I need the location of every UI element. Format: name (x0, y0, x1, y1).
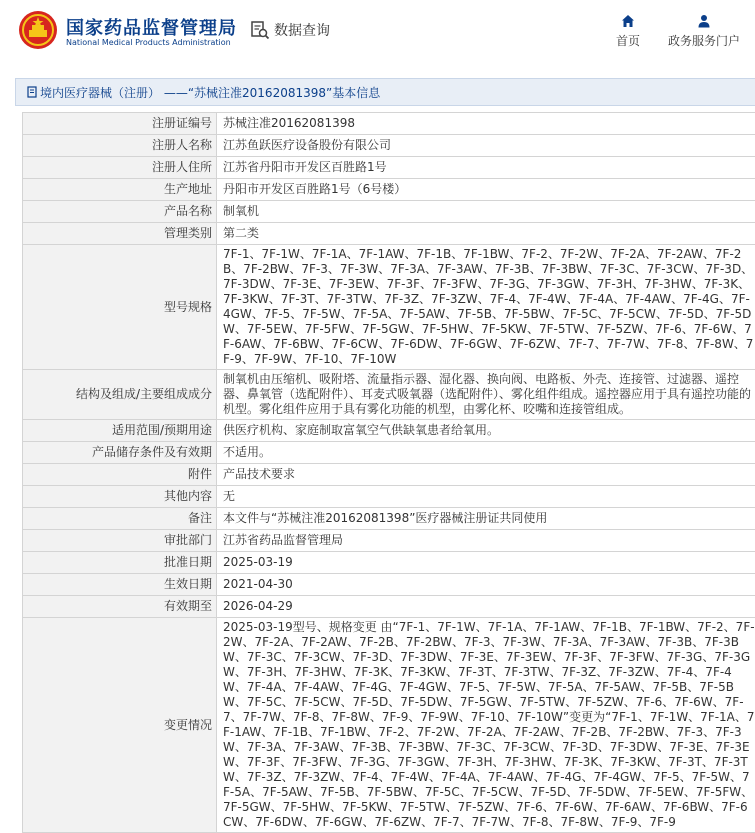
field-label: 审批部门 (23, 530, 217, 552)
breadcrumb-text: 境内医疗器械（注册） ——“苏械注准20162081398”基本信息 (40, 84, 380, 101)
registration-detail-table (22, 112, 755, 833)
field-label: 管理类别 (23, 223, 217, 245)
field-value: 7F-1、7F-1W、7F-1A、7F-1AW、7F-1B、7F-1BW、7F-2、7F-2W、7F-2A、7F-2AW、7F-2B、7F-2BW、7F-3、7F-3W、7F-3A、7F-3AW、7F-3B、7F-3BW、7F-3C、7F-3CW、7F-3D、7F-3DW、7F-3E、7F-3EW、7F-3F、7F-3FW、7F-3G、7F-3GW、7F-3H、7F-3HW、7F-3K、7F-3KW、7F-3T、7F-3TW、7F-3Z、7F-3ZW、7F-4、7F-4W、7F-4A、7F-4AW、7F-4G、7F-4GW、7F-5、7F-5W、7F-5A、7F-5AW、7F-5B、7F-5BW、7F-5C、7F-5CW、7F-5D、7F-5DW、7F-5EW、7F-5FW、7F-5GW、7F-5HW、7F-5KW、7F-5TW、7F-5ZW、7F-6、7F-6W、7F-6AW、7F-6BW、7F-6CW、7F-6DW、7F-6GW、7F-6ZW、7F-7、7F-7W、7F-8、7F-8W、7F-9、7F-9W、7F-10、7F-10W (217, 245, 755, 370)
field-value: 制氧机 (217, 201, 755, 223)
nav-home[interactable] (606, 14, 650, 49)
field-value: 江苏省丹阳市开发区百胜路1号 (217, 157, 755, 179)
site-name-english[interactable]: National Medical Products Administration (66, 38, 231, 47)
field-value: 2025-03-19型号、规格变更 由“7F-1、7F-1W、7F-1A、7F-1AW、7F-1B、7F-1BW、7F-2、7F-2W、7F-2A、7F-2AW、7F-2B、7F-2BW、7F-3、7F-3W、7F-3A、7F-3AW、7F-3B、7F-3BW、7F-3C、7F-3CW、7F-3D、7F-3DW、7F-3E、7F-3EW、7F-3F、7F-3FW、7F-3G、7F-3GW、7F-3H、7F-3HW、7F-3K、7F-3KW、7F-3T、7F-3TW、7F-3Z、7F-3ZW、7F-4、7F-4W、7F-4A、7F-4AW、7F-4G、7F-4GW、7F-5、7F-5W、7F-5A、7F-5AW、7F-5B、7F-5BW、7F-5C、7F-5CW、7F-5D、7F-5DW、7F-5GW、7F-5TW、7F-5ZW、7F-6、7F-6W、7F-7、7F-7W、7F-8、7F-8W、7F-9、7F-9W、7F-10、7F-10W”变更为“7F-1、7F-1W、7F-1A、7F-1AW、7F-1B、7F-1BW、7F-2、7F-2W、7F-2A、7F-2AW、7F-2B、7F-2BW、7F-3、7F-3W、7F-3A、7F-3AW、7F-3B、7F-3BW、7F-3C、7F-3CW、7F-3D、7F-3DW、7F-3E、7F-3EW、7F-3F、7F-3FW、7F-3G、7F-3GW、7F-3H、7F-3HW、7F-3K、7F-3KW、7F-3T、7F-3TW、7F-3Z、7F-3ZW、7F-4、7F-4W、7F-4A、7F-4AW、7F-4G、7F-4GW、7F-5、7F-5W、7F-5A、7F-5AW、7F-5B、7F-5BW、7F-5C、7F-5CW、7F-5D、7F-5DW、7F-5EW、7F-5FW、7F-5GW、7F-5HW、7F-5KW、7F-5TW、7F-5ZW、7F-6、7F-6W、7F-6AW、7F-6BW、7F-6CW、7F-6DW、7F-6GW、7F-6ZW、7F-7、7F-7W、7F-8、7F-8W、7F-9、7F-9 (217, 618, 755, 833)
field-label: 注册人名称 (23, 135, 217, 157)
field-value: 2026-04-29 (217, 596, 755, 618)
field-value: 无 (217, 486, 755, 508)
detail-table-container (22, 112, 755, 833)
table-row (23, 442, 755, 464)
nav-service-label: 政务服务门户 (668, 34, 740, 48)
table-row (23, 157, 755, 179)
field-value: 江苏鱼跃医疗设备股份有限公司 (217, 135, 755, 157)
site-name-chinese[interactable]: 国家药品监督管理局 (66, 14, 237, 40)
field-value: 江苏省药品监督管理局 (217, 530, 755, 552)
table-row (23, 530, 755, 552)
breadcrumb (15, 78, 755, 106)
table-row (23, 201, 755, 223)
field-label: 结构及组成/主要组成成分 (23, 370, 217, 420)
table-row (23, 552, 755, 574)
field-value: 产品技术要求 (217, 464, 755, 486)
field-label: 变更情况 (23, 618, 217, 833)
search-document-icon (250, 20, 270, 40)
table-row (23, 370, 755, 420)
field-label: 产品名称 (23, 201, 217, 223)
nav-government-service-portal[interactable] (664, 14, 744, 49)
field-label: 适用范围/预期用途 (23, 420, 217, 442)
table-row (23, 464, 755, 486)
field-value: 供医疗机构、家庭制取富氧空气供缺氧患者给氧用。 (217, 420, 755, 442)
data-query-label: 数据查询 (274, 20, 330, 40)
field-label: 备注 (23, 508, 217, 530)
field-value: 第二类 (217, 223, 755, 245)
field-value: 制氧机由压缩机、吸附塔、流量指示器、湿化器、换向阀、电路板、外壳、连接管、过滤器、遥控器、鼻氧管（选配附件）、耳麦式吸氧器（选配附件）、雾化组件组成。遥控器应用于具有遥控功能的机型。雾化组件应用于具有雾化功能的机型，由雾化杯、咬嘴和连接管组成。 (217, 370, 755, 420)
field-label: 注册人住所 (23, 157, 217, 179)
table-row (23, 245, 755, 370)
data-query-link[interactable] (250, 20, 330, 40)
field-value: 不适用。 (217, 442, 755, 464)
field-label: 其他内容 (23, 486, 217, 508)
table-row (23, 574, 755, 596)
field-label: 附件 (23, 464, 217, 486)
table-row (23, 486, 755, 508)
table-row (23, 135, 755, 157)
table-row (23, 618, 755, 833)
field-label: 注册证编号 (23, 113, 217, 135)
field-value: 苏械注准20162081398 (217, 113, 755, 135)
table-row (23, 223, 755, 245)
table-row (23, 596, 755, 618)
table-row (23, 420, 755, 442)
field-label: 生效日期 (23, 574, 217, 596)
nav-home-label: 首页 (616, 34, 640, 48)
table-row (23, 179, 755, 201)
field-value: 2021-04-30 (217, 574, 755, 596)
table-row (23, 113, 755, 135)
document-icon (26, 86, 38, 98)
field-label: 产品储存条件及有效期 (23, 442, 217, 464)
national-emblem-icon[interactable] (18, 10, 58, 50)
site-header (0, 0, 755, 70)
user-icon (697, 14, 711, 28)
table-row (23, 508, 755, 530)
field-label: 批准日期 (23, 552, 217, 574)
home-icon (621, 14, 635, 28)
field-label: 型号规格 (23, 245, 217, 370)
field-label: 有效期至 (23, 596, 217, 618)
field-value: 丹阳市开发区百胜路1号（6号楼） (217, 179, 755, 201)
field-value: 本文件与“苏械注准20162081398”医疗器械注册证共同使用 (217, 508, 755, 530)
field-label: 生产地址 (23, 179, 217, 201)
field-value: 2025-03-19 (217, 552, 755, 574)
